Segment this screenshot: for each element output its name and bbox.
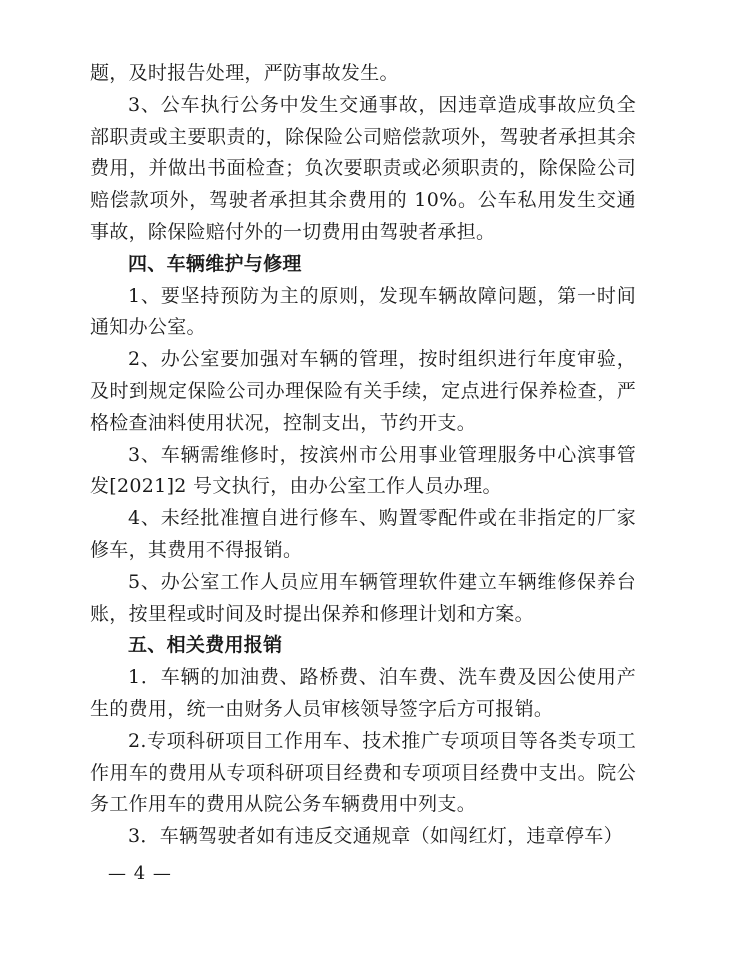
paragraph-traffic-violations: 3．车辆驾驶者如有违反交通规章（如闯红灯，违章停车）: [128, 825, 623, 848]
page-number: — 4 —: [108, 863, 172, 884]
paragraph-maintenance-ledger: 5、办公室工作人员应用车辆管理软件建立车辆维修保养台账，按里程或时间及时提出保养和修理计划和方案。: [90, 570, 636, 625]
section-heading-reimbursement: 五、相关费用报销: [128, 634, 283, 657]
section-heading-maintenance: 四、车辆维护与修理: [128, 252, 302, 275]
paragraph-fees-reimbursement: 1．车辆的加油费、路桥费、泊车费、洗车费及因公使用产生的费用，统一由财务人员审核领导签字后方可报销。: [90, 666, 636, 720]
paragraph-prevention: 1、要坚持预防为主的原则，发现车辆故障问题，第一时间通知办公室。: [90, 284, 636, 339]
paragraph-repair-procedure: 3、车辆需维修时，按滨州市公用事业管理服务中心滨事管发[2021]2 号文执行，由办公室工作人员办理。: [90, 443, 636, 498]
paragraph-office-management: 2、办公室要加强对车辆的管理，按时组织进行年度审验，及时到规定保险公司办理保险有关手续，定点进行保养检查，严格检查油料使用状况，控制支出，节约开支。: [90, 348, 636, 434]
document-body: [90, 58, 636, 853]
paragraph-continuation: 题，及时报告处理，严防事故发生。: [90, 62, 399, 84]
paragraph-special-project-vehicles: 2.专项科研项目工作用车、技术推广专项项目等各类专项工作用车的费用从专项科研项目经费和专项项目经费中支出。院公务工作用车的费用从院公务车辆费用中列支。: [90, 729, 636, 816]
paragraph-accident-liability: 3、公车执行公务中发生交通事故，因违章造成事故应负全部职责或主要职责的，除保险公司赔偿款项外，驾驶者承担其余费用，并做出书面检查；负次要职责或必须职责的，除保险公司赔偿款项外，驾驶者承担其余费用的 10%。公车私用发生交通事故，除保险赔付外的一切费用由驾驶者承担。: [90, 93, 636, 243]
paragraph-unauthorized-repair: 4、未经批准擅自进行修车、购置零配件或在非指定的厂家修车，其费用不得报销。: [90, 507, 636, 561]
